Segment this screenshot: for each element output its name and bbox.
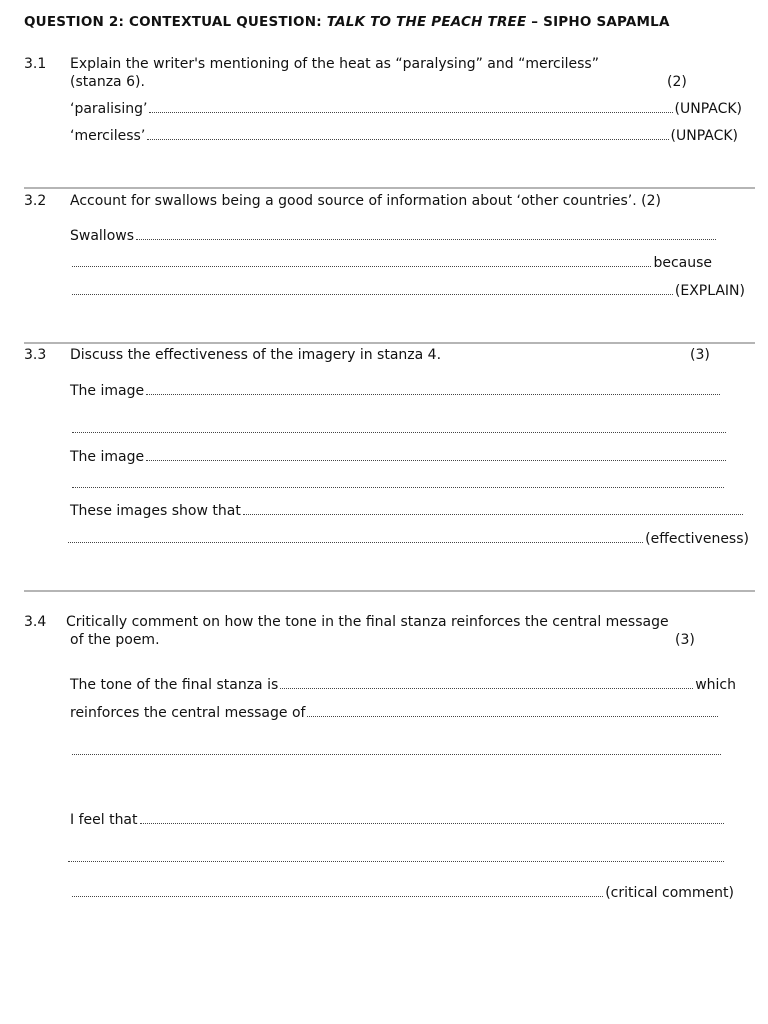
answer-line[interactable] bbox=[70, 383, 722, 399]
answer-dots bbox=[72, 421, 726, 433]
answer-line[interactable] bbox=[70, 885, 734, 901]
answer-line[interactable] bbox=[70, 677, 736, 693]
answer-instruction: (effectiveness) bbox=[645, 531, 749, 548]
answer-dots bbox=[307, 705, 718, 717]
answer-instruction: (UNPACK) bbox=[670, 128, 738, 145]
answer-instruction: which bbox=[695, 677, 736, 694]
question-number: 3.1 bbox=[24, 56, 47, 72]
poem-title: TALK TO THE PEACH TREE bbox=[326, 14, 527, 30]
answer-line[interactable] bbox=[70, 283, 745, 299]
answer-dots bbox=[243, 503, 743, 515]
answer-instruction: because bbox=[653, 255, 712, 272]
answer-dots bbox=[140, 812, 724, 824]
answer-line[interactable] bbox=[70, 421, 728, 433]
question-number: 3.2 bbox=[24, 193, 47, 209]
answer-dots bbox=[72, 283, 673, 295]
answer-line[interactable] bbox=[70, 228, 718, 244]
answer-line[interactable] bbox=[70, 101, 742, 117]
question-text-cont: (stanza 6). bbox=[70, 74, 145, 90]
section-divider bbox=[24, 342, 755, 344]
answer-dots bbox=[72, 255, 651, 267]
answer-dots bbox=[146, 449, 726, 461]
question-text: Account for swallows being a good source of information about ‘other countries’. (2) bbox=[70, 193, 661, 209]
answer-line[interactable] bbox=[70, 476, 726, 488]
answer-dots bbox=[280, 677, 693, 689]
answer-dots bbox=[68, 850, 724, 862]
answer-label: These images show that bbox=[70, 503, 241, 520]
question-text: Critically comment on how the tone in the final stanza reinforces the central message bbox=[66, 614, 669, 630]
answer-label: ‘paralising’ bbox=[70, 101, 148, 118]
question-text: Discuss the effectiveness of the imagery in stanza 4. bbox=[70, 347, 442, 363]
question-marks: (3) bbox=[690, 347, 710, 363]
answer-label: The tone of the final stanza is bbox=[70, 677, 279, 694]
answer-dots bbox=[68, 531, 643, 543]
answer-line[interactable] bbox=[70, 743, 723, 755]
answer-line[interactable] bbox=[70, 812, 726, 828]
question-marks: (3) bbox=[675, 632, 695, 648]
answer-instruction: (EXPLAIN) bbox=[674, 283, 745, 300]
answer-instruction: (critical comment) bbox=[605, 885, 734, 902]
question-marks: (2) bbox=[667, 74, 687, 90]
answer-label: reinforces the central message of bbox=[70, 705, 306, 722]
answer-label: The image bbox=[70, 383, 145, 400]
answer-dots bbox=[72, 885, 603, 897]
question-text: Explain the writer's mentioning of the heat as “paralysing” and “merciless” bbox=[70, 56, 599, 72]
answer-dots bbox=[136, 228, 716, 240]
question-number: 3.4 bbox=[24, 614, 47, 630]
title-prefix: QUESTION 2: CONTEXTUAL QUESTION: bbox=[24, 14, 327, 30]
section-divider bbox=[24, 187, 755, 189]
answer-label: Swallows bbox=[70, 228, 135, 245]
answer-line[interactable] bbox=[66, 850, 726, 862]
answer-dots bbox=[72, 476, 724, 488]
answer-label: ‘merciless’ bbox=[70, 128, 146, 145]
answer-line[interactable] bbox=[70, 255, 712, 271]
section-divider bbox=[24, 590, 755, 592]
answer-dots bbox=[72, 743, 721, 755]
answer-dots bbox=[147, 128, 668, 140]
question-number: 3.3 bbox=[24, 347, 47, 363]
title-suffix: – SIPHO SAPAMLA bbox=[526, 14, 670, 30]
answer-line[interactable] bbox=[70, 705, 720, 721]
answer-label: The image bbox=[70, 449, 145, 466]
answer-line[interactable] bbox=[70, 503, 745, 519]
answer-dots bbox=[146, 383, 720, 395]
answer-line[interactable] bbox=[66, 531, 749, 547]
answer-dots bbox=[149, 101, 672, 113]
answer-instruction: (UNPACK) bbox=[674, 101, 742, 118]
answer-line[interactable] bbox=[70, 449, 728, 465]
question-text-cont: of the poem. bbox=[70, 632, 160, 648]
answer-label: I feel that bbox=[70, 812, 138, 829]
answer-line[interactable] bbox=[70, 128, 738, 144]
page-title bbox=[24, 14, 670, 30]
